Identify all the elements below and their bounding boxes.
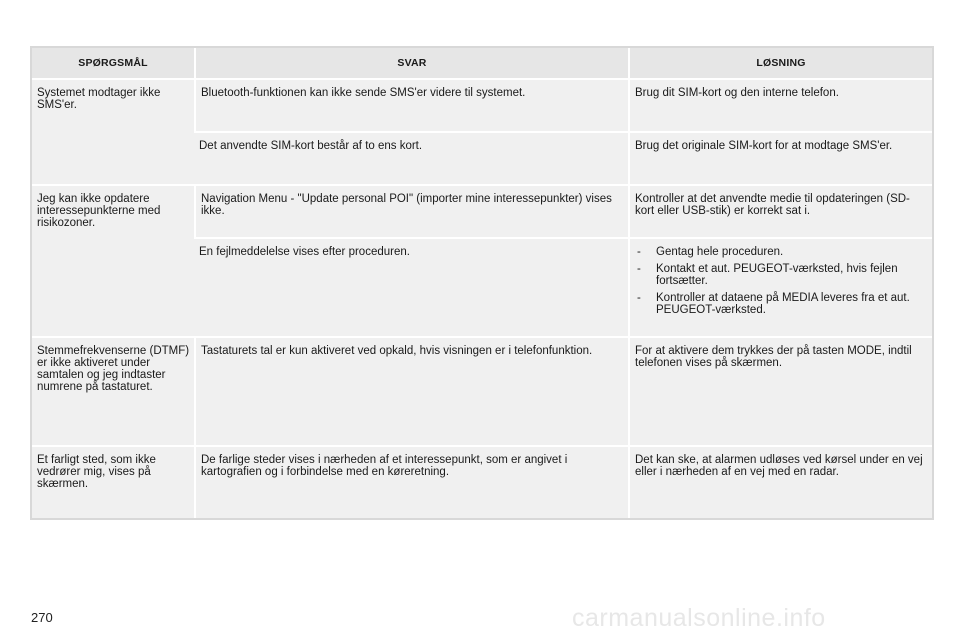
list-item: - Kontakt et aut. PEUGEOT-værksted, hvis fejlen fortsætter. [635,263,928,287]
answer-cell: Det anvendte SIM-kort består af to ens kort. [194,133,628,186]
solution-cell: Brug det originale SIM-kort for at modtage SMS'er. [628,133,932,186]
table-row [32,186,932,239]
solution-cell: For at aktivere dem trykkes der på tasten MODE, indtil telefonen vises på skærmen. [628,338,932,447]
question-cell: Et farligt sted, som ikke vedrører mig, vises på skærmen. [32,447,194,518]
faq-table [30,46,934,520]
answer-cell: Bluetooth-funktionen kan ikke sende SMS'er videre til systemet. [194,80,628,133]
solution-steps-list [635,246,928,316]
list-item: - Gentag hele proceduren. [635,246,928,258]
header-solution: LØSNING [628,48,932,80]
question-cell: Jeg kan ikke opdatere interessepunkterne med risikozoner. [32,186,194,338]
answer-cell: En fejlmeddelelse vises efter proceduren. [194,239,628,338]
solution-cell: Brug dit SIM-kort og den interne telefon. [628,80,932,133]
table-row [32,80,932,133]
solution-cell [628,239,932,338]
solution-cell: Kontroller at det anvendte medie til opdateringen (SD-kort eller USB-stik) er korrekt sat i. [628,186,932,239]
list-item: - Kontroller at dataene på MEDIA leveres fra et aut. PEUGEOT-værksted. [635,292,928,316]
question-cell: Stemmefrekvenserne (DTMF) er ikke aktiveret under samtalen og jeg indtaster numrene på tastaturet. [32,338,194,447]
watermark: carmanualsonline.info [572,604,826,632]
header-answer: SVAR [194,48,628,80]
solution-cell: Det kan ske, at alarmen udløses ved kørsel under en vej eller i nærheden af en vej med en radar. [628,447,932,518]
header-question: SPØRGSMÅL [32,48,194,80]
page-number: 270 [31,610,53,625]
table-row [32,338,932,447]
table-row [32,447,932,518]
table-header-row [32,48,932,80]
question-cell: Systemet modtager ikke SMS'er. [32,80,194,186]
answer-cell: De farlige steder vises i nærheden af et interessepunkt, som er angivet i kartografien og i forbindelse med en køreretning. [194,447,628,518]
answer-cell: Tastaturets tal er kun aktiveret ved opkald, hvis visningen er i telefonfunktion. [194,338,628,447]
answer-cell: Navigation Menu - "Update personal POI" (importer mine interessepunkter) vises ikke. [194,186,628,239]
